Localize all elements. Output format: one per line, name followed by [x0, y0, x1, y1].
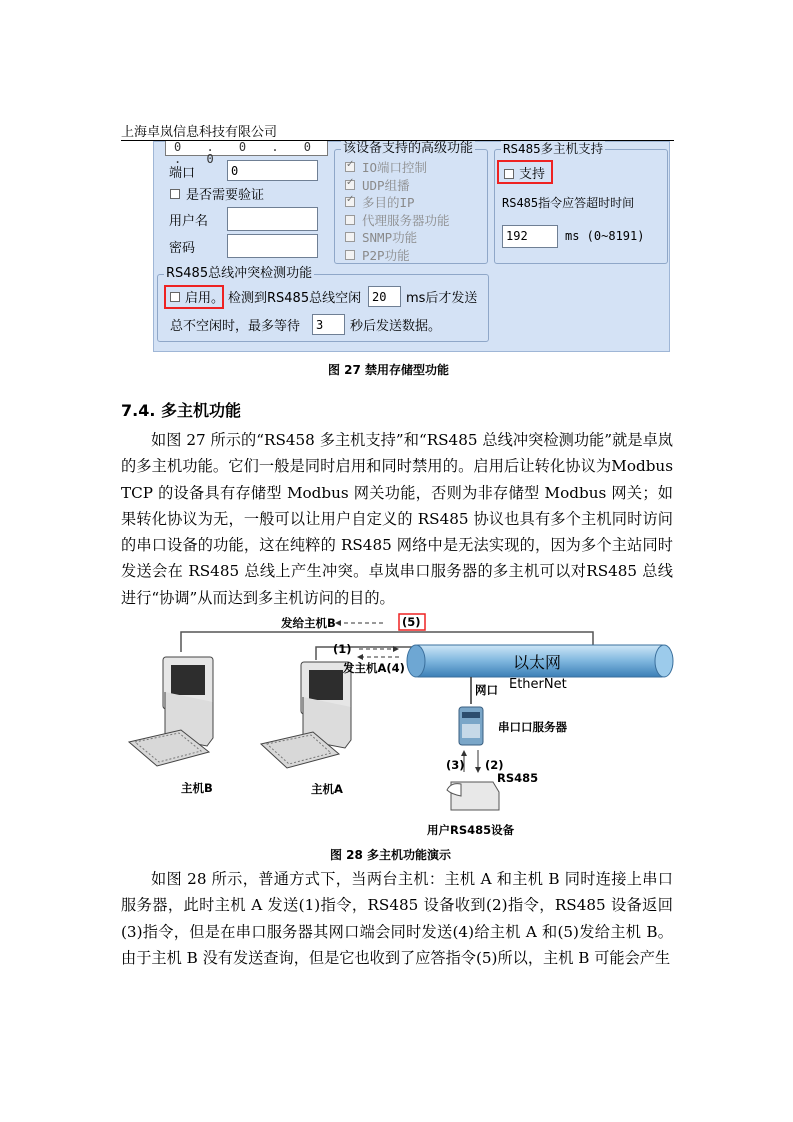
password-label: 密码	[169, 241, 196, 256]
company-header: 上海卓岚信息科技有限公司	[121, 125, 278, 140]
port-label: 端口	[169, 166, 196, 181]
username-input[interactable]	[227, 207, 318, 231]
advanced-feature-checkbox[interactable]	[345, 162, 355, 172]
auth-checkbox[interactable]	[170, 189, 180, 199]
multi-host-title: RS485多主机支持	[503, 141, 604, 156]
auth-label: 是否需要验证	[186, 188, 265, 203]
advanced-features-title: 该设备支持的高级功能	[343, 141, 474, 156]
tag-2-label: (2)	[485, 758, 504, 772]
advanced-feature-checkbox[interactable]	[345, 180, 355, 190]
wait-seconds-input[interactable]: 3	[312, 314, 345, 335]
rs485-device-cover	[447, 784, 461, 796]
host-a-label: 主机A	[311, 782, 343, 796]
advanced-feature-checkbox[interactable]	[345, 215, 355, 225]
advanced-feature-label: P2P功能	[362, 247, 410, 263]
wait-suffix: 秒后发送数据。	[350, 319, 442, 334]
figure-28-caption: 图 28 多主机功能演示	[330, 848, 452, 862]
paragraph-text: 如图 27 所示的“RS458 多主机支持”和“RS485 总线冲突检测功能”就是卓岚的多主机功能。它们一般是同时启用和同时禁用的。启用后让转化协议为Modbus TCP 的设备具有存储型 Modbus 网关功能，否则为非存储型 Modbus 网关；如果转化协议为无，一般可以让用户自定义的 RS485 协议也具有多个主机同时访问的串口设备的功能，这在纯粹的 RS485 网络中是无法实现的，因为多个主站同时发送会在 RS485 总线上产生冲突。卓岚串口服务器的多主机可以对RS485 总线进行“协调”从而达到多主机访问的目的。	[121, 431, 673, 607]
advanced-feature-checkbox[interactable]	[345, 232, 355, 242]
advanced-feature-checkbox[interactable]	[345, 250, 355, 260]
idle-suffix: ms后才发送	[406, 291, 478, 306]
username-label: 用户名	[169, 214, 209, 229]
serial-server-label: 串口口服务器	[498, 720, 567, 734]
multi-host-support-label: 支持	[519, 167, 546, 182]
advanced-feature-label: SNMP功能	[362, 230, 418, 245]
arrowhead	[475, 767, 481, 773]
send-to-host-b-label: 发给主机B	[281, 616, 336, 630]
ethernet-pipe-end	[655, 645, 673, 677]
timeout-unit: ms (0~8191)	[565, 229, 645, 243]
ethernet-pipe-start	[407, 645, 425, 677]
ip-address-field[interactable]: 0 . 0 . 0 . 0	[165, 141, 328, 156]
timeout-label: RS485指令应答超时时间	[502, 196, 635, 210]
section-title: 7.4. 多主机功能	[121, 401, 241, 420]
tag-1-label: (1)	[333, 642, 352, 656]
advanced-feature-label: UDP组播	[362, 177, 410, 193]
rs485-label: RS485	[497, 771, 539, 785]
ethernet-en-label: EtherNet	[509, 677, 567, 692]
highlight-frame	[497, 160, 553, 184]
body-paragraph-2	[121, 866, 673, 971]
highlight-frame	[164, 285, 224, 309]
idle-ms-input[interactable]: 20	[368, 286, 401, 307]
rs485-device-label: 用户RS485设备	[427, 823, 515, 837]
ethernet-cn-label: 以太网	[513, 653, 562, 672]
paragraph-text: 如图 28 所示，普通方式下，当两台主机：主机 A 和主机 B 同时连接上串口服务器，此时主机 A 发送(1)指令，RS485 设备收到(2)指令，RS485 设备返回(3)指令，但是在串口服务器其网口端会同时发送(4)给主机 A 和(5)发给主机 B。由于主机 B 没有发送查询，但是它也收到了应答指令(5)所以，主机 B 可能会产生	[121, 870, 673, 967]
device-label-strip	[462, 712, 480, 718]
collision-detect-title: RS485总线冲突检测功能	[166, 266, 313, 281]
password-input[interactable]	[227, 234, 318, 258]
tag-3-label: (3)	[446, 758, 465, 772]
body-paragraph-1	[121, 427, 673, 611]
port-input[interactable]: 0	[227, 160, 318, 181]
host-b-computer	[129, 657, 213, 766]
device-panel	[462, 724, 480, 738]
collision-enable-label: 启用。	[185, 291, 225, 306]
send-to-host-a-label: 发主机A(4)	[343, 661, 405, 675]
advanced-feature-checkbox[interactable]	[345, 197, 355, 207]
arrowhead	[461, 750, 467, 756]
tag-5-label: (5)	[402, 615, 421, 629]
net-port-label: 网口	[475, 683, 498, 697]
advanced-feature-label: 多目的IP	[362, 195, 415, 210]
timeout-input[interactable]: 192	[502, 225, 558, 248]
host-b-label: 主机B	[181, 781, 213, 795]
figure-27-caption: 图 27 禁用存储型功能	[328, 363, 450, 377]
detect-idle-text: 检测到RS485总线空闲	[228, 291, 362, 306]
advanced-feature-label: IO端口控制	[362, 160, 428, 175]
advanced-feature-label: 代理服务器功能	[362, 212, 450, 228]
host-a-computer	[261, 662, 351, 768]
wait-prefix: 总不空闲时，最多等待	[170, 319, 301, 334]
multi-host-diagram	[121, 612, 674, 840]
